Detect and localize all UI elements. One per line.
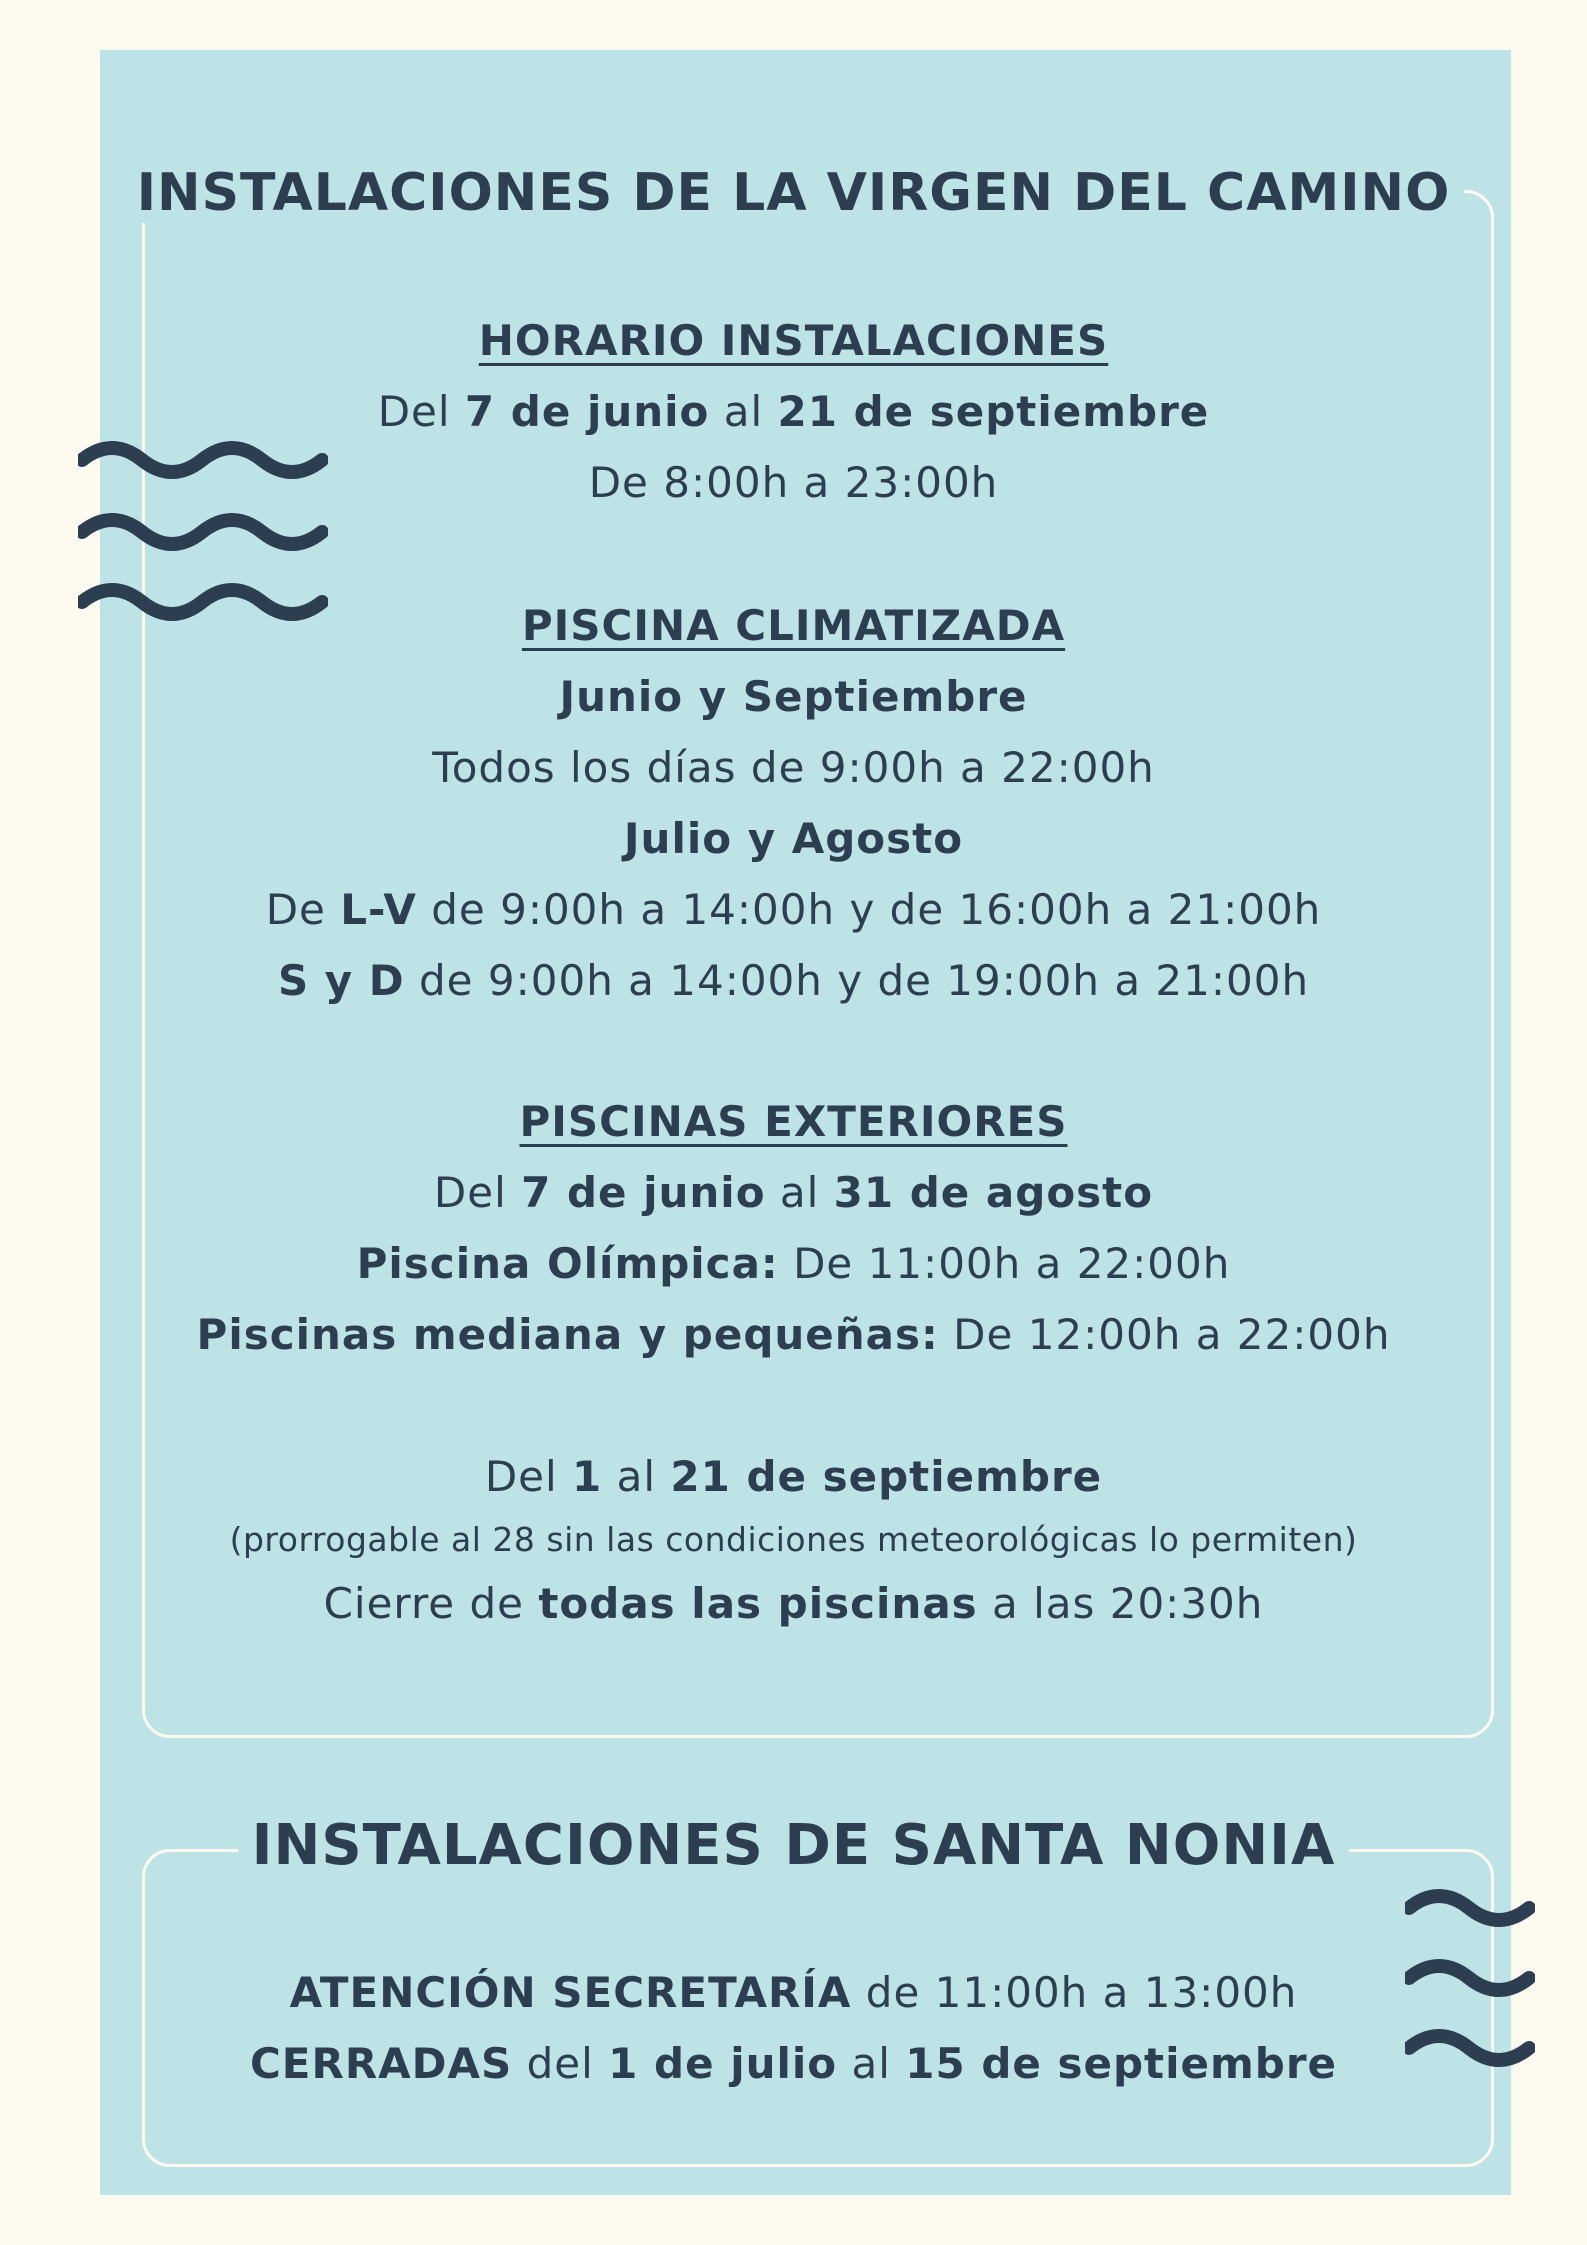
climatizada-weekday-hours: De L-V de 9:00h a 14:00h y de 16:00h a 21:00h <box>265 885 1322 934</box>
climatizada-period-1-hours: Todos los días de 9:00h a 22:00h <box>432 743 1155 792</box>
piscina-climatizada-block <box>0 590 1587 1016</box>
septiembre-block <box>0 1441 1587 1639</box>
olimpica-hours: Piscina Olímpica: De 11:00h a 22:00h <box>356 1239 1231 1288</box>
cerradas-dates: CERRADAS del 1 de julio al 15 de septiembre <box>249 2039 1338 2088</box>
piscinas-exteriores-block <box>0 1086 1587 1370</box>
waves-icon <box>1405 1880 1535 2070</box>
climatizada-period-1: Junio y Septiembre <box>559 672 1028 721</box>
exteriores-heading: PISCINAS EXTERIORES <box>519 1097 1068 1146</box>
horario-heading: HORARIO INSTALACIONES <box>478 316 1109 365</box>
secretaria-hours: ATENCIÓN SECRETARÍA de 11:00h a 13:00h <box>289 1968 1298 2017</box>
virgen-section-title: INSTALACIONES DE LA VIRGEN DEL CAMINO <box>0 158 1587 228</box>
climatizada-period-2: Julio y Agosto <box>623 814 964 863</box>
cierre-hours: Cierre de todas las piscinas a las 20:30h <box>323 1579 1264 1628</box>
septiembre-dates: Del 1 al 21 de septiembre <box>484 1452 1103 1501</box>
waves-icon <box>78 440 328 630</box>
santa-nonia-block <box>0 1957 1587 2099</box>
climatizada-heading: PISCINA CLIMATIZADA <box>521 601 1066 650</box>
climatizada-weekend-hours: S y D de 9:00h a 14:00h y de 19:00h a 21:00h <box>277 956 1310 1005</box>
septiembre-note: (prorrogable al 28 sin las condiciones meteorológicas lo permiten) <box>229 1520 1358 1559</box>
santa-nonia-section-title: INSTALACIONES DE SANTA NONIA <box>0 1808 1587 1884</box>
horario-dates: Del 7 de junio al 21 de septiembre <box>377 387 1210 436</box>
horario-hours: De 8:00h a 23:00h <box>588 458 999 507</box>
exteriores-dates: Del 7 de junio al 31 de agosto <box>433 1168 1154 1217</box>
mediana-hours: Piscinas mediana y pequeñas: De 12:00h a 22:00h <box>196 1310 1391 1359</box>
